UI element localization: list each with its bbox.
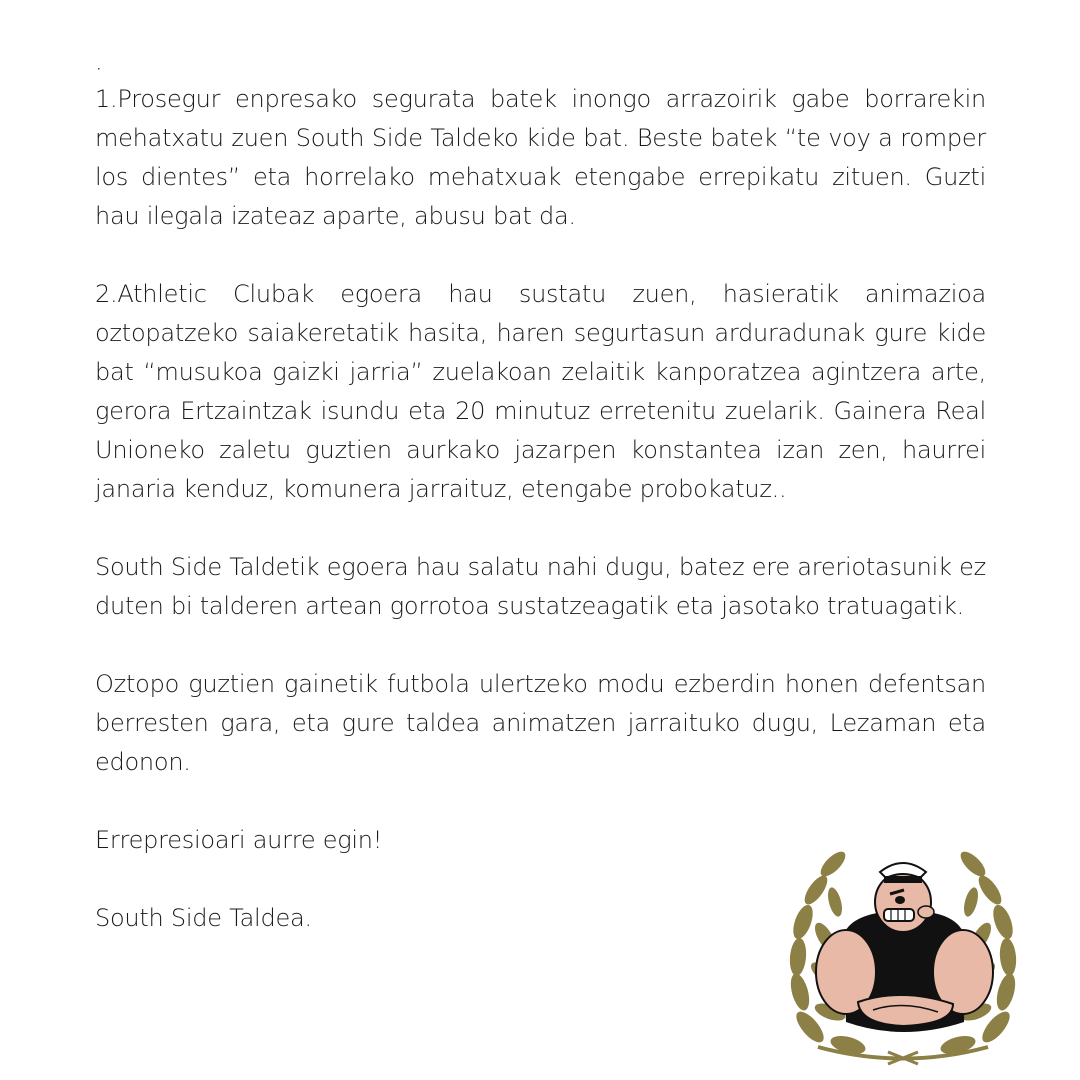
- statement-document: [95, 55, 986, 938]
- leading-dot: ·: [95, 55, 103, 83]
- signature: South Side Taldea.: [95, 904, 312, 932]
- closing-line: Errepresioari aurre egin!: [95, 826, 383, 854]
- paragraph-4: Oztopo guztien gainetik futbola ulertzeko modu ezberdin honen defentsan berresten gara, eta gure taldea animatzen jarraituko dugu, Lezaman eta edonon.: [95, 670, 986, 776]
- paragraph-3: South Side Taldetik egoera hau salatu nahi dugu, batez ere areriotasunik ez duten bi talderen artean gorrotoa sustatzeagatik eta jasotako tratuagatik.: [95, 553, 986, 620]
- sailor-mascot: [816, 863, 993, 1032]
- paragraph-2: 2.Athletic Clubak egoera hau sustatu zuen, hasieratik animazioa oztopatzeko saiakeretatik hasita, haren segurtasun arduradunak gure kide bat “musukoa gaizki jarria” zuelakoan zelaitik kanporatzea agintzera arte, gerora Ertzaintzak isundu eta 20 minutuz erretenitu zuelarik. Gainera Real Unioneko zaletu guztien aurkako jazarpen konstantea izan zen, haurrei janaria kenduz, komunera jarraituz, etengabe probokatuz..: [95, 280, 986, 503]
- laurel-wreath-sailor-mascot-icon: [788, 842, 1018, 1067]
- paragraph-1: 1.Prosegur enpresako segurata batek inongo arrazoirik gabe borrarekin mehatxatu zuen South Side Taldeko kide bat. Beste batek “te voy a romper los dientes” eta horrelako mehatxuak etengabe errepikatu zituen. Guzti hau ilegala izateaz aparte, abusu bat da.: [95, 85, 986, 230]
